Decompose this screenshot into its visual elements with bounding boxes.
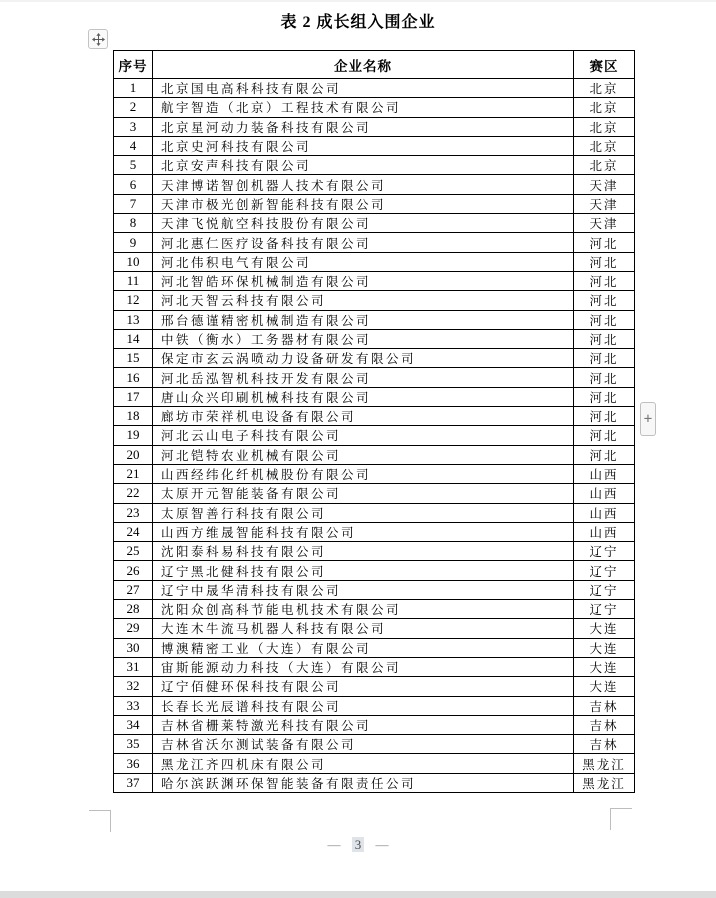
name-cell[interactable]: 廊坊市荣祥机电设备有限公司 [153,407,574,426]
zone-cell[interactable]: 河北 [574,271,635,290]
name-cell[interactable]: 吉林省沃尔测试装备有限公司 [153,735,574,754]
index-cell[interactable]: 13 [114,310,153,329]
index-cell[interactable]: 33 [114,696,153,715]
table-row [114,156,635,175]
index-cell[interactable]: 30 [114,638,153,657]
index-cell[interactable]: 8 [114,214,153,233]
zone-cell[interactable]: 河北 [574,426,635,445]
table-row [114,194,635,213]
index-cell[interactable]: 35 [114,735,153,754]
zone-cell[interactable]: 河北 [574,349,635,368]
zone-cell[interactable]: 河北 [574,310,635,329]
name-cell[interactable]: 天津飞悦航空科技股份有限公司 [153,214,574,233]
zone-cell[interactable]: 辽宁 [574,561,635,580]
table-row [114,638,635,657]
table-row [114,657,635,676]
zone-cell[interactable]: 河北 [574,252,635,271]
table-row [114,175,635,194]
name-cell[interactable]: 辽宁黑北健科技有限公司 [153,561,574,580]
zone-cell[interactable]: 河北 [574,445,635,464]
table-row [114,407,635,426]
table-row [114,580,635,599]
table-header-row [114,51,635,79]
zone-cell[interactable]: 山西 [574,522,635,541]
name-cell[interactable]: 长春长光辰谱科技有限公司 [153,696,574,715]
name-cell[interactable]: 博澳精密工业（大连）有限公司 [153,638,574,657]
index-cell[interactable]: 31 [114,657,153,676]
zone-cell[interactable]: 山西 [574,464,635,483]
margin-crop-mark-bottom-left [110,810,111,832]
name-cell[interactable]: 保定市玄云涡喷动力设备研发有限公司 [153,349,574,368]
index-cell[interactable]: 28 [114,600,153,619]
index-cell[interactable]: 24 [114,522,153,541]
table-row [114,214,635,233]
margin-crop-mark-bottom-left [89,810,111,811]
index-cell[interactable]: 22 [114,484,153,503]
zone-cell[interactable]: 河北 [574,291,635,310]
index-cell[interactable]: 10 [114,252,153,271]
zone-cell[interactable]: 大连 [574,677,635,696]
table-row [114,619,635,638]
index-cell[interactable]: 16 [114,368,153,387]
zone-cell[interactable]: 河北 [574,329,635,348]
zone-cell[interactable]: 辽宁 [574,600,635,619]
index-cell[interactable]: 12 [114,291,153,310]
index-cell[interactable]: 19 [114,426,153,445]
table-row [114,715,635,734]
name-cell[interactable]: 大连木牛流马机器人科技有限公司 [153,619,574,638]
zone-cell[interactable]: 山西 [574,484,635,503]
table-row [114,542,635,561]
footer-dash-right: — [375,837,389,852]
index-cell[interactable]: 2 [114,98,153,117]
table-row [114,696,635,715]
table-row [114,136,635,155]
index-cell[interactable]: 6 [114,175,153,194]
name-cell[interactable]: 北京史河科技有限公司 [153,136,574,155]
zone-cell[interactable]: 北京 [574,117,635,136]
move-arrows-icon [92,33,105,46]
table-row [114,773,635,792]
zone-cell[interactable]: 北京 [574,156,635,175]
name-cell[interactable]: 北京国电高科科技有限公司 [153,79,574,98]
table-row [114,561,635,580]
margin-crop-mark-bottom-right [610,808,611,830]
name-cell[interactable]: 太原开元智能装备有限公司 [153,484,574,503]
table-row [114,445,635,464]
index-cell[interactable]: 34 [114,715,153,734]
name-cell[interactable]: 辽宁中晟华清科技有限公司 [153,580,574,599]
index-cell[interactable]: 29 [114,619,153,638]
margin-crop-mark-bottom-right [610,808,632,809]
name-cell[interactable]: 唐山众兴印刷机械科技有限公司 [153,387,574,406]
zone-cell[interactable]: 北京 [574,136,635,155]
zone-cell[interactable]: 北京 [574,79,635,98]
zone-cell[interactable]: 山西 [574,503,635,522]
index-cell[interactable]: 27 [114,580,153,599]
zone-cell[interactable]: 天津 [574,214,635,233]
index-cell[interactable]: 25 [114,542,153,561]
index-cell[interactable]: 5 [114,156,153,175]
zone-cell[interactable]: 河北 [574,233,635,252]
table-row [114,735,635,754]
name-cell[interactable]: 河北惠仁医疗设备科技有限公司 [153,233,574,252]
name-cell[interactable]: 河北云山电子科技有限公司 [153,426,574,445]
zone-cell[interactable]: 吉林 [574,735,635,754]
index-cell[interactable]: 1 [114,79,153,98]
name-cell[interactable]: 北京安声科技有限公司 [153,156,574,175]
index-cell[interactable]: 9 [114,233,153,252]
table-row [114,522,635,541]
name-cell[interactable]: 天津博诺智创机器人技术有限公司 [153,175,574,194]
name-cell[interactable]: 河北伟积电气有限公司 [153,252,574,271]
zone-cell[interactable]: 辽宁 [574,580,635,599]
col-header-zone[interactable]: 赛区 [574,51,635,79]
name-cell[interactable]: 哈尔滨跃渊环保智能装备有限责任公司 [153,773,574,792]
table-row [114,349,635,368]
name-cell[interactable]: 宙斯能源动力科技（大连）有限公司 [153,657,574,676]
name-cell[interactable]: 沈阳众创高科节能电机技术有限公司 [153,600,574,619]
table-row [114,754,635,773]
name-cell[interactable]: 沈阳泰科易科技有限公司 [153,542,574,561]
table-row [114,252,635,271]
table-row [114,484,635,503]
table-row [114,271,635,290]
table-move-handle[interactable] [88,29,108,49]
name-cell[interactable]: 山西方维晟智能科技有限公司 [153,522,574,541]
page-title[interactable]: 表 2 成长组入围企业 [280,14,436,31]
zone-cell[interactable]: 大连 [574,619,635,638]
name-cell[interactable]: 河北铠特农业机械有限公司 [153,445,574,464]
zone-cell[interactable]: 天津 [574,175,635,194]
zone-cell[interactable]: 河北 [574,368,635,387]
page-gap-strip [0,891,716,898]
table-row [114,233,635,252]
zone-cell[interactable]: 天津 [574,194,635,213]
index-cell[interactable]: 32 [114,677,153,696]
table-row [114,368,635,387]
insert-handle[interactable] [640,402,656,436]
name-cell[interactable]: 河北天智云科技有限公司 [153,291,574,310]
name-cell[interactable]: 辽宁佰健环保科技有限公司 [153,677,574,696]
name-cell[interactable]: 山西经纬化纤机械股份有限公司 [153,464,574,483]
table-row [114,387,635,406]
footer-dash-left: — [327,837,341,852]
name-cell[interactable]: 太原智善行科技有限公司 [153,503,574,522]
zone-cell[interactable]: 大连 [574,657,635,676]
index-cell[interactable]: 20 [114,445,153,464]
index-cell[interactable]: 26 [114,561,153,580]
table-row [114,117,635,136]
index-cell[interactable]: 3 [114,117,153,136]
table-row [114,503,635,522]
table-row [114,600,635,619]
name-cell[interactable]: 河北智皓环保机械制造有限公司 [153,271,574,290]
zone-cell[interactable]: 河北 [574,387,635,406]
zone-cell[interactable]: 河北 [574,407,635,426]
index-cell[interactable]: 17 [114,387,153,406]
page-number-field[interactable]: 3 [352,837,365,852]
zone-cell[interactable]: 黑龙江 [574,773,635,792]
name-cell[interactable]: 吉林省栅莱特激光科技有限公司 [153,715,574,734]
index-cell[interactable]: 14 [114,329,153,348]
table-row [114,464,635,483]
name-cell[interactable]: 邢台德谨精密机械制造有限公司 [153,310,574,329]
table-row [114,426,635,445]
table-row [114,329,635,348]
index-cell[interactable]: 21 [114,464,153,483]
index-cell[interactable]: 37 [114,773,153,792]
index-cell[interactable]: 11 [114,271,153,290]
zone-cell[interactable]: 辽宁 [574,542,635,561]
col-header-name[interactable]: 企业名称 [153,51,574,79]
enterprise-table [113,50,635,793]
zone-cell[interactable]: 北京 [574,98,635,117]
name-cell[interactable]: 黑龙江齐四机床有限公司 [153,754,574,773]
index-cell[interactable]: 36 [114,754,153,773]
name-cell[interactable]: 天津市极光创新智能科技有限公司 [153,194,574,213]
index-cell[interactable]: 7 [114,194,153,213]
name-cell[interactable]: 河北岳泓智机科技开发有限公司 [153,368,574,387]
table-body [114,79,635,793]
index-cell[interactable]: 18 [114,407,153,426]
index-cell[interactable]: 15 [114,349,153,368]
col-header-index[interactable]: 序号 [114,51,153,79]
zone-cell[interactable]: 黑龙江 [574,754,635,773]
table-row [114,291,635,310]
name-cell[interactable]: 航宇智造（北京）工程技术有限公司 [153,98,574,117]
zone-cell[interactable]: 吉林 [574,715,635,734]
index-cell[interactable]: 4 [114,136,153,155]
name-cell[interactable]: 北京星河动力装备科技有限公司 [153,117,574,136]
name-cell[interactable]: 中铁（衡水）工务器材有限公司 [153,329,574,348]
table-row [114,677,635,696]
zone-cell[interactable]: 吉林 [574,696,635,715]
table-row [114,79,635,98]
table-row [114,98,635,117]
zone-cell[interactable]: 大连 [574,638,635,657]
index-cell[interactable]: 23 [114,503,153,522]
plus-icon: + [643,411,653,427]
table-row [114,310,635,329]
page-footer [0,837,716,853]
